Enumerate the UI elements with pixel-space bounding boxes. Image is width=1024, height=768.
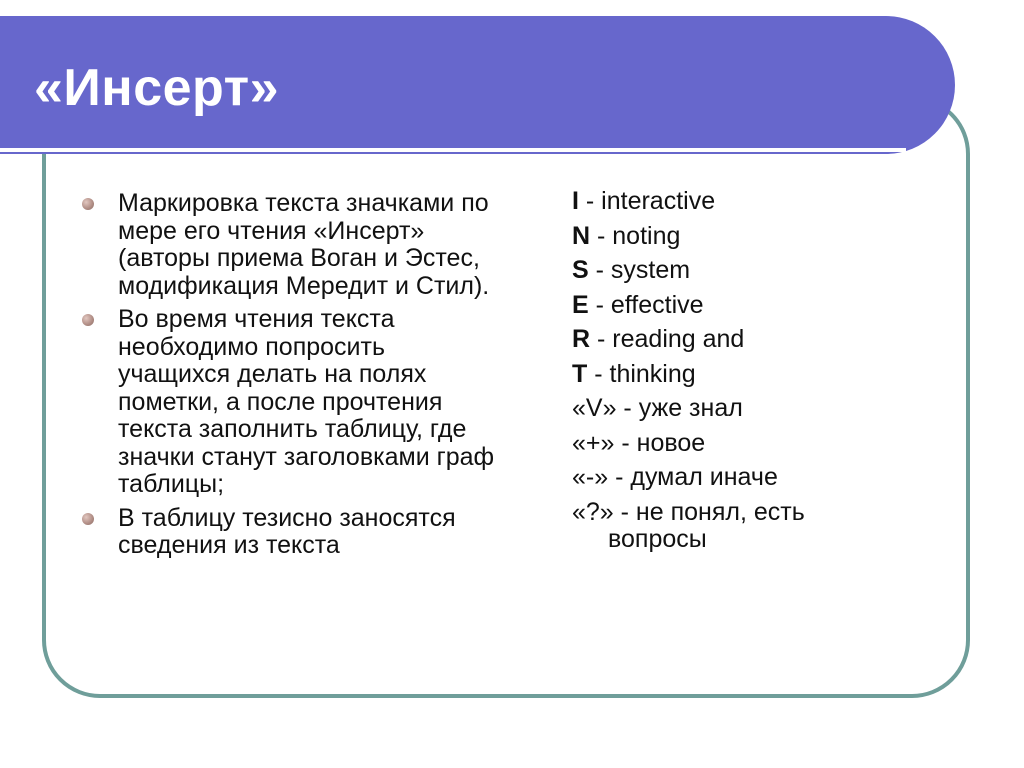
legend-text: - новое [614,428,706,457]
legend-text: - interactive [578,187,716,215]
legend-item [572,395,892,423]
legend-key: «V» [572,394,617,422]
legend-text: - effective [588,290,704,319]
legend-key: N [572,221,591,250]
legend-text: - думал иначе [608,463,778,491]
legend-item [572,257,892,285]
title-underline [0,148,906,152]
bullet-list [80,190,500,566]
legend-key: I [572,187,579,215]
legend-item [572,361,892,389]
legend-item [572,464,892,492]
legend-key: «?» [572,497,614,526]
bullet-text: В таблицу тезисно заносятся сведения из текста [118,503,456,559]
legend-key: R [572,325,591,353]
insert-legend [572,188,892,561]
legend-text: - reading and [590,325,745,353]
bullet-item [80,190,500,300]
legend-key: «+» [572,428,615,457]
legend-key: T [572,359,588,388]
legend-item [572,292,892,320]
legend-key: S [572,256,589,284]
bullet-dot-icon [82,314,94,326]
bullet-item [80,306,500,499]
bullet-item [80,505,500,560]
legend-item [572,223,892,251]
bullet-dot-icon [82,513,94,525]
bullet-text: Во время чтения текста необходимо попросить учащихся делать на полях пометки, а после прочтения текста заполнить таблицу, где значки станут заголовками граф таблицы; [118,305,495,498]
title-bar [0,16,955,154]
legend-item [572,430,892,458]
legend-key: «-» [572,463,609,491]
legend-text: - уже знал [616,394,743,422]
slide-title: «Инсерт» [34,59,280,117]
legend-text: - system [588,256,691,284]
bullet-dot-icon [82,198,94,210]
legend-key: E [572,290,589,319]
legend-item [572,499,892,554]
legend-text: - noting [590,221,681,250]
legend-item [572,188,892,216]
bullet-text: Маркировка текста значками по мере его чтения «Инсерт» (авторы приема Воган и Эстес, модификация Мередит и Стил). [118,189,490,300]
legend-item [572,326,892,354]
legend-text: - не понял, есть вопросы [608,497,805,553]
legend-text: - thinking [587,359,696,388]
